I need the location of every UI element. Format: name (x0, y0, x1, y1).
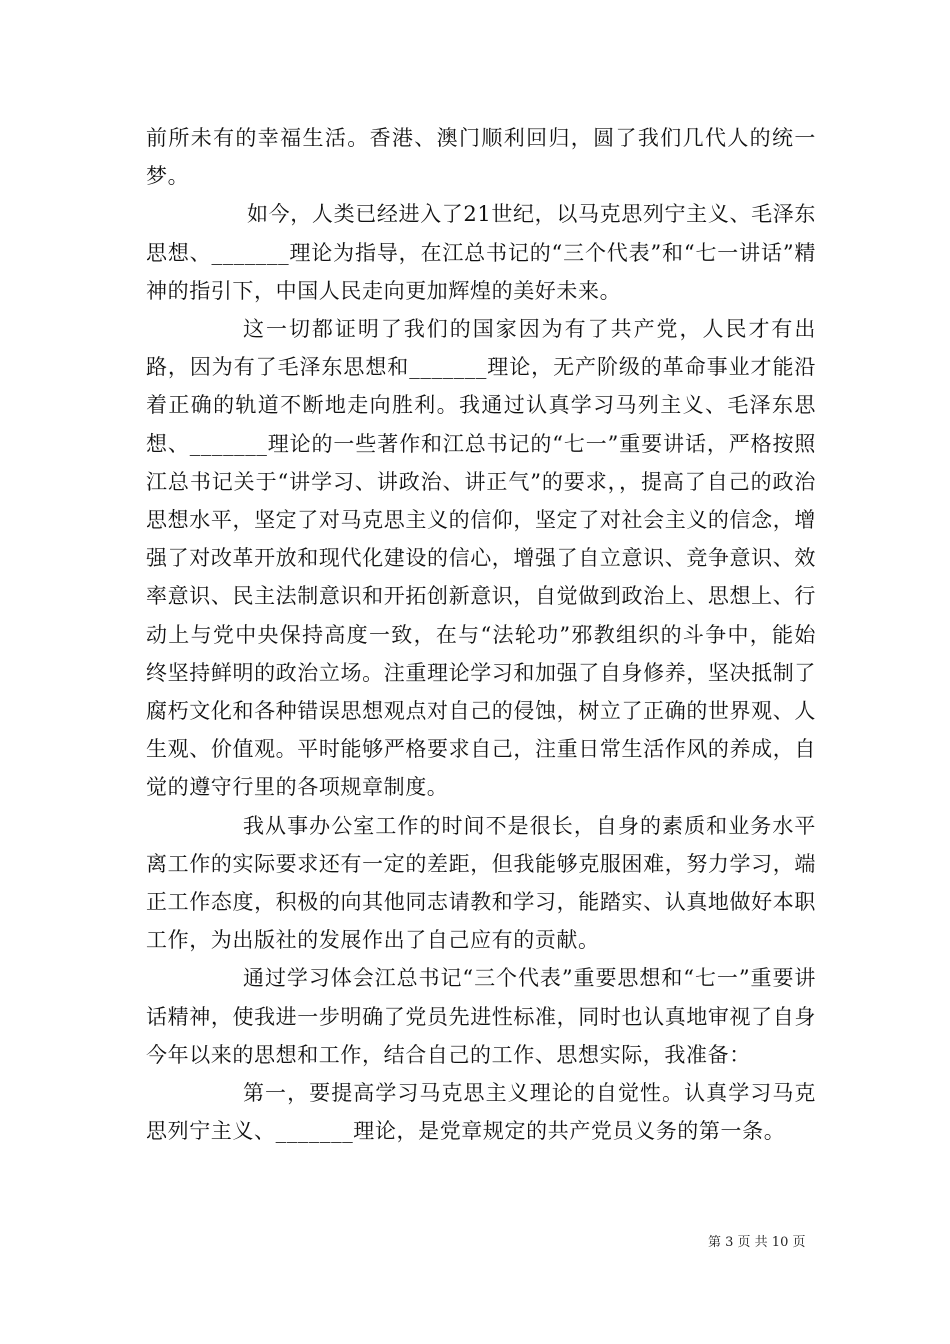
paragraph-continuation: 前所未有的幸福生活。香港、澳门顺利回归，圆了我们几代人的统一梦。 (146, 126, 816, 189)
paragraph-party-proof: 这一切都证明了我们的国家因为有了共产党，人民才有出路，因为有了毛泽东思想和_______理论，无产阶级的革命事业才能沿着正确的轨道不断地走向胜利。我通过认真学习马列主义、毛泽东思想、_______理论的一些著作和江总书记的“七一”重要讲话，严格按照江总书记关于“讲学习、讲政治、讲正气”的要求，，提高了自己的政治思想水平，坚定了对马克思主义的信仰，坚定了对社会主义的信念，增强了对改革开放和现代化建设的信心，增强了自立意识、竞争意识、效率意识、民主法制意识和开拓创新意识，自觉做到政治上、思想上、行动上与党中央保持高度一致，在与“法轮功”邪教组织的斗争中，能始终坚持鲜明的政治立场。注重理论学习和加强了自身修养，坚决抵制了腐朽文化和各种错误思想观点对自己的侵蚀，树立了正确的世界观、人生观、价值观。平时能够严格要求自己，注重日常生活作风的养成，自觉的遵守行里的各项规章制度。 (146, 317, 816, 800)
paragraph-21st-century: 如今，人类已经进入了21世纪，以马克思列宁主义、毛泽东思想、_______理论为指导，在江总书记的“三个代表”和“七一讲话”精神的指引下，中国人民走向更加辉煌的美好未来。 (146, 202, 816, 303)
page-number-footer: 第 3 页 共 10 页 (708, 1235, 806, 1250)
paragraph-study-reflection: 通过学习体会江总书记“三个代表”重要思想和“七一”重要讲话精神，使我进一步明确了党员先进性标准，同时也认真地审视了自身今年以来的思想和工作，结合自己的工作、思想实际，我准备： (146, 966, 816, 1067)
document-body (146, 119, 816, 1150)
paragraph-office-work: 我从事办公室工作的时间不是很长，自身的素质和业务水平离工作的实际要求还有一定的差距，但我能够克服困难，努力学习，端正工作态度，积极的向其他同志请教和学习，能踏实、认真地做好本职工作，为出版社的发展作出了自己应有的贡献。 (146, 813, 816, 953)
paragraph-first-point: 第一，要提高学习马克思主义理论的自觉性。认真学习马克思列宁主义、_______理论，是党章规定的共产党员义务的第一条。 (146, 1081, 816, 1144)
